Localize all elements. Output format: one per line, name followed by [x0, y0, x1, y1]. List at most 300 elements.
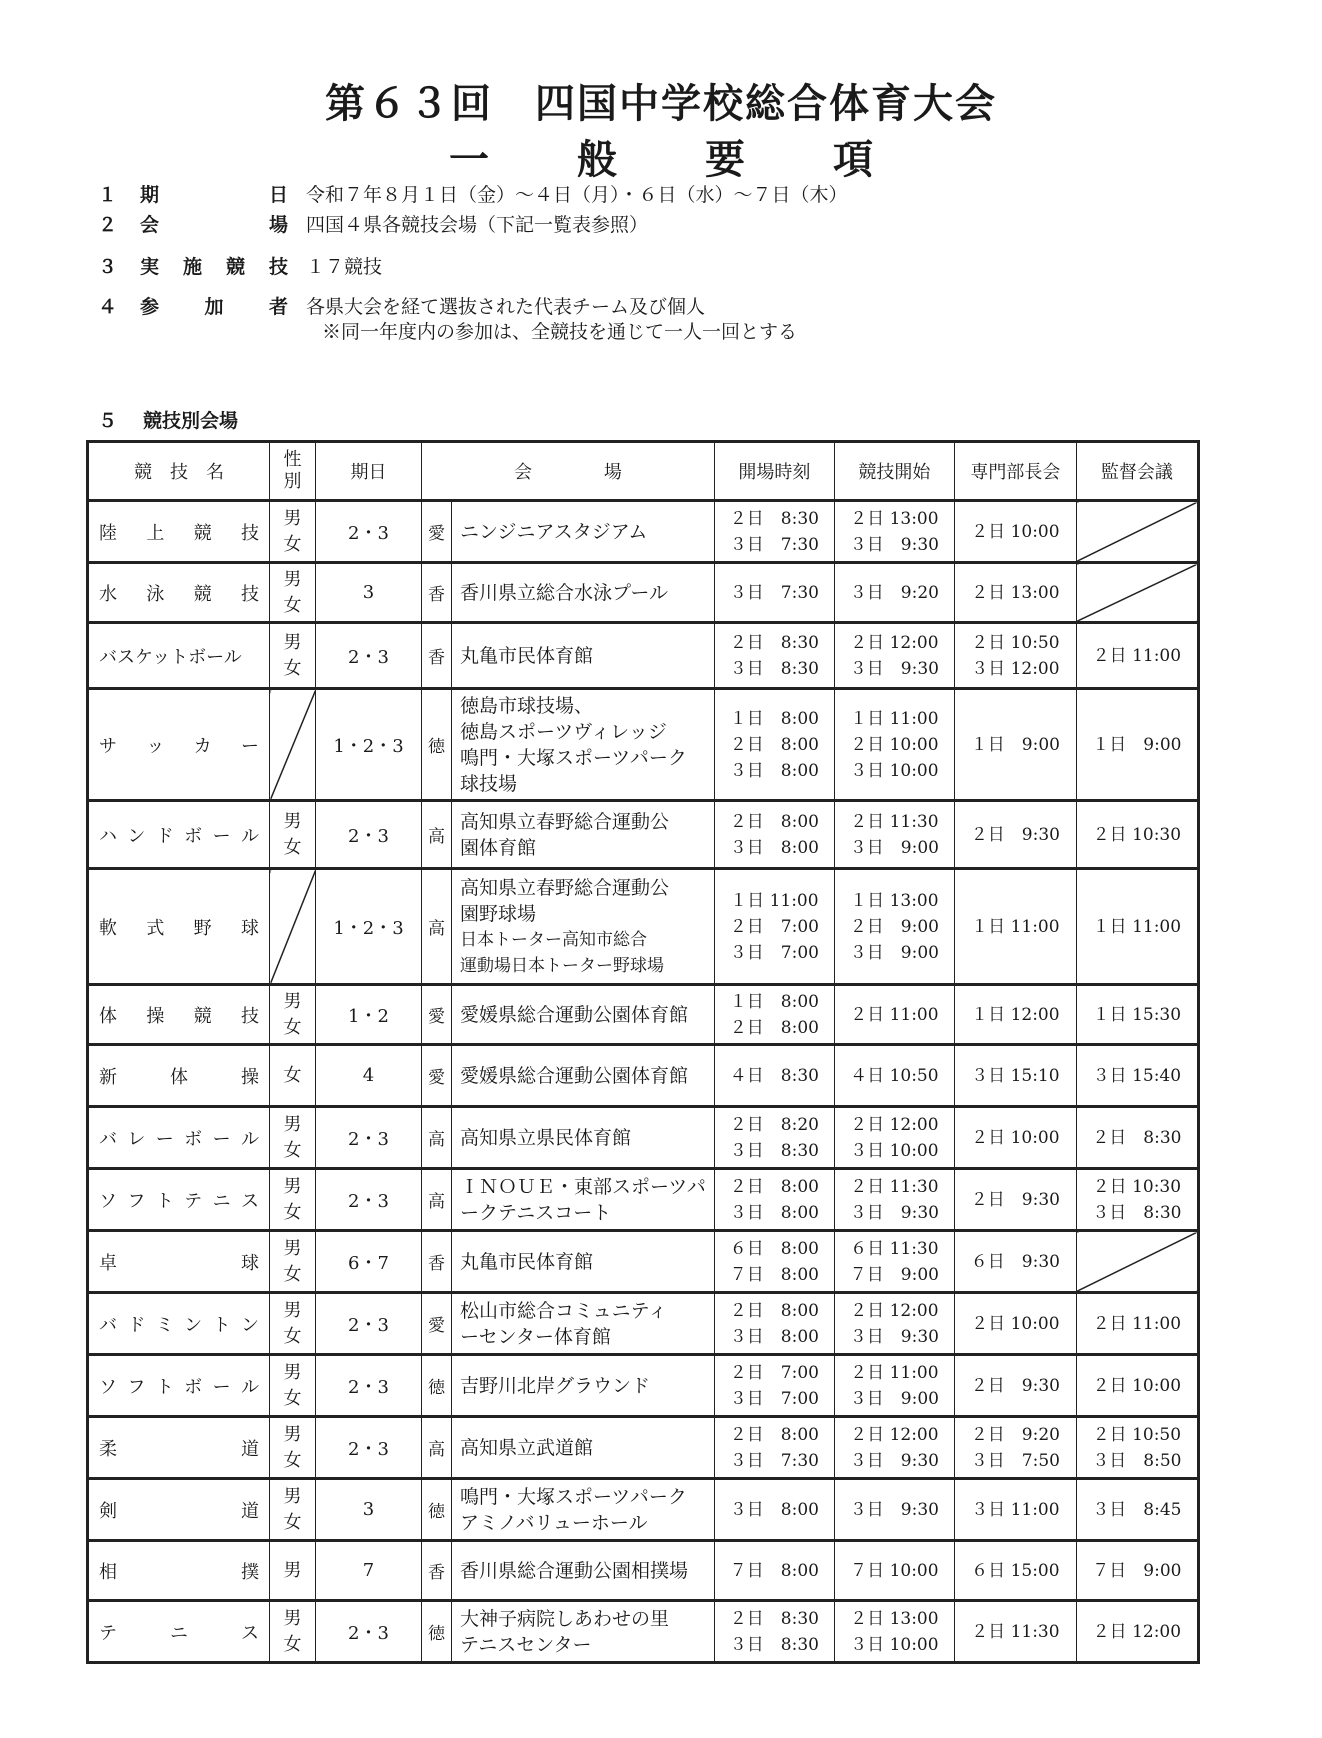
date-cell: 2・3	[316, 1601, 422, 1663]
sex-cell: 女	[270, 1045, 316, 1107]
start-time-cell: １日 13:00 ２日 9:00 ３日 9:00	[834, 869, 954, 985]
start-time-cell: ３日 9:20	[834, 563, 954, 623]
venue-cell	[452, 1355, 715, 1417]
info-label-char: 場	[268, 214, 288, 236]
table-row	[88, 689, 1199, 801]
start-time-cell: ２日 13:00 ３日 10:00	[834, 1601, 954, 1663]
start-time-cell: ２日 11:00 ３日 9:00	[834, 1355, 954, 1417]
sex-cell: 男	[270, 1541, 316, 1601]
sport-name-char: サ	[99, 735, 117, 757]
chief-meeting-cell: １日 12:00	[954, 985, 1076, 1045]
sport-name-char: レ	[127, 1128, 146, 1150]
sport-name-char: ー	[212, 1128, 231, 1150]
start-time-cell: ２日 11:00	[834, 985, 954, 1045]
sport-name-char: ル	[240, 1128, 259, 1150]
header-open-time: 開場時刻	[714, 442, 834, 501]
venue-name: 高知県立県民体育館	[460, 1126, 632, 1149]
sport-name-char: 陸	[99, 522, 117, 544]
sport-name-char: フ	[127, 1190, 146, 1212]
sport-name-char: ハ	[99, 825, 117, 847]
date-cell: 7	[316, 1541, 422, 1601]
venue-name: 大神子病院しあわせの里 テニスセンター	[460, 1607, 670, 1656]
coach-meeting-cell: ２日 12:00	[1076, 1601, 1198, 1663]
open-time-cell: ２日 8:00 ３日 8:00	[714, 801, 834, 869]
table-row	[88, 1045, 1199, 1107]
venue-name: ニンジニアスタジアム	[460, 520, 648, 543]
subtitle-char: 項	[833, 137, 873, 183]
sport-name	[88, 1541, 270, 1601]
info-label-char: 会	[140, 214, 160, 236]
coach-meeting-cell: １日 11:00	[1076, 869, 1198, 985]
sport-name	[88, 1601, 270, 1663]
open-time-cell: ７日 8:00	[714, 1541, 834, 1601]
table-row	[88, 623, 1199, 689]
header-date: 期日	[316, 442, 422, 501]
open-time-cell: １日 11:00 ２日 7:00 ３日 7:00	[714, 869, 834, 985]
table-row	[88, 1541, 1199, 1601]
sport-name	[88, 1045, 270, 1107]
date-cell: 2・3	[316, 623, 422, 689]
info-number: １	[98, 184, 118, 206]
date-cell: 2・3	[316, 1169, 422, 1231]
venue-cell	[452, 1541, 715, 1601]
sport-name-char: ー	[212, 825, 231, 847]
sport-name	[88, 563, 270, 623]
coach-meeting-cell: ２日 10:50 ３日 8:50	[1076, 1417, 1198, 1479]
date-cell: 2・3	[316, 1107, 422, 1169]
chief-meeting-cell: ２日 10:00	[954, 501, 1076, 563]
chief-meeting-cell: １日 9:00	[954, 689, 1076, 801]
coach-meeting-cell: １日 9:00	[1076, 689, 1198, 801]
open-time-cell: ３日 7:30	[714, 563, 834, 623]
open-time-cell: １日 8:00 ２日 8:00	[714, 985, 834, 1045]
info-label	[140, 292, 288, 319]
sport-name-char: フ	[127, 1376, 146, 1398]
coach-meeting-cell: ２日 10:00	[1076, 1355, 1198, 1417]
chief-meeting-cell: ２日 10:00	[954, 1107, 1076, 1169]
chief-meeting-cell: ３日 15:10	[954, 1045, 1076, 1107]
table-row	[88, 563, 1199, 623]
sport-name-char: 球	[241, 1252, 259, 1274]
start-time-cell: ７日 10:00	[834, 1541, 954, 1601]
prefecture-cell: 高	[422, 1169, 452, 1231]
date-cell: 2・3	[316, 1293, 422, 1355]
sport-name-char: 新	[99, 1066, 117, 1088]
info-label	[140, 252, 288, 279]
sport-name-char: ト	[155, 1376, 174, 1398]
coach-meeting-cell: ３日 15:40	[1076, 1045, 1198, 1107]
sport-name-char: ン	[127, 825, 146, 847]
sport-name	[88, 1479, 270, 1541]
info-value: 四国４県各競技会場（下記一覧表参照）	[306, 214, 649, 236]
date-cell: 2・3	[316, 801, 422, 869]
sport-name-char: ボ	[184, 825, 203, 847]
section-5-label: 競技別会場	[143, 410, 239, 432]
venue-name: 吉野川北岸グラウンド	[460, 1374, 651, 1397]
section-5-heading	[98, 406, 238, 433]
table-row	[88, 1169, 1199, 1231]
sport-name-char: 上	[146, 522, 165, 544]
info-label	[140, 210, 288, 237]
coach-meeting-cell: ７日 9:00	[1076, 1541, 1198, 1601]
sex-cell: 男 女	[270, 1293, 316, 1355]
table-row	[88, 1231, 1199, 1293]
venue-cell	[452, 985, 715, 1045]
sport-name	[88, 501, 270, 563]
sport-name-char: テ	[184, 1190, 203, 1212]
prefecture-cell: 高	[422, 1417, 452, 1479]
open-time-cell: ２日 8:00 ３日 7:30	[714, 1417, 834, 1479]
sport-name-char: 柔	[99, 1438, 117, 1460]
prefecture-cell: 徳	[422, 689, 452, 801]
info-label-char: 期	[140, 184, 160, 206]
venue-name: 愛媛県総合運動公園体育館	[460, 1003, 689, 1026]
venue-name: 香川県総合運動公園相撲場	[460, 1559, 689, 1582]
sport-name-char: 競	[193, 583, 212, 605]
sport-name	[88, 801, 270, 869]
info-number: ２	[98, 214, 118, 236]
chief-meeting-cell: ２日 10:50 ３日 12:00	[954, 623, 1076, 689]
info-row	[98, 292, 998, 316]
coach-meeting-cell: ２日 10:30 ３日 8:30	[1076, 1169, 1198, 1231]
sport-name-char: ー	[155, 1128, 174, 1150]
sport-name	[88, 1107, 270, 1169]
venue-cell	[452, 689, 715, 801]
sport-name-char: ド	[127, 1314, 146, 1336]
venue-name: 香川県立総合水泳プール	[460, 581, 669, 604]
table-header-row	[88, 442, 1199, 501]
venue-table	[86, 440, 1200, 1664]
prefecture-cell: 愛	[422, 985, 452, 1045]
chief-meeting-cell: ６日 9:30	[954, 1231, 1076, 1293]
subtitle-char: 般	[577, 137, 617, 183]
sex-cell: 男 女	[270, 801, 316, 869]
prefecture-cell: 香	[422, 1541, 452, 1601]
table-row	[88, 1293, 1199, 1355]
open-time-cell: ３日 8:00	[714, 1479, 834, 1541]
sport-name-char: カ	[193, 735, 212, 757]
start-time-cell: ２日 12:00 ３日 9:30	[834, 623, 954, 689]
chief-meeting-cell: ２日 9:30	[954, 1355, 1076, 1417]
sport-name-char: 道	[241, 1438, 259, 1460]
open-time-cell: ２日 8:20 ３日 8:30	[714, 1107, 834, 1169]
prefecture-cell: 愛	[422, 1045, 452, 1107]
venue-cell	[452, 1417, 715, 1479]
prefecture-cell: 高	[422, 1107, 452, 1169]
sport-name	[88, 1293, 270, 1355]
info-label-char: 者	[268, 296, 288, 318]
prefecture-cell: 愛	[422, 501, 452, 563]
info-label	[140, 180, 288, 207]
header-sex	[270, 442, 316, 501]
sport-name-char: ー	[240, 735, 259, 757]
sport-name-char: 式	[146, 917, 165, 939]
venue-name-secondary: 日本トーター高知市総合 運動場日本トーター野球場	[460, 929, 664, 976]
sex-cell: 男 女	[270, 501, 316, 563]
venue-name: 丸亀市民体育館	[460, 644, 594, 667]
open-time-cell: ４日 8:30	[714, 1045, 834, 1107]
info-label-char: 競	[225, 256, 245, 278]
sport-name-char: ソ	[99, 1376, 117, 1398]
venue-name: 松山市総合コミュニティ ーセンター体育館	[460, 1299, 668, 1348]
info-label-char: 実	[140, 256, 160, 278]
sport-name-char: ン	[240, 1314, 259, 1336]
date-cell: 2・3	[316, 1355, 422, 1417]
start-time-cell: ４日 10:50	[834, 1045, 954, 1107]
coach-meeting-cell	[1076, 563, 1198, 623]
sport-name-char: 技	[240, 583, 259, 605]
start-time-cell: ２日 12:00 ３日 9:30	[834, 1293, 954, 1355]
sport-name-char: 剣	[99, 1500, 117, 1522]
chief-meeting-cell: ２日 9:30	[954, 801, 1076, 869]
sport-name-char: バスケットボール	[99, 646, 242, 668]
sport-name-char: テ	[99, 1622, 117, 1644]
date-cell: 3	[316, 563, 422, 623]
page-title: 第６３回 四国中学校総合体育大会	[325, 81, 997, 127]
open-time-cell: ２日 8:30 ３日 8:30	[714, 623, 834, 689]
sport-name-char: 操	[146, 1005, 165, 1027]
header-sex-label: 性別	[283, 449, 302, 492]
date-cell: 4	[316, 1045, 422, 1107]
coach-meeting-cell: １日 15:30	[1076, 985, 1198, 1045]
venue-name: 愛媛県総合運動公園体育館	[460, 1064, 689, 1087]
start-time-cell: ２日 13:00 ３日 9:30	[834, 501, 954, 563]
sport-name-char: ル	[240, 1376, 259, 1398]
page-subtitle	[0, 128, 1322, 185]
sport-name-char: 卓	[99, 1252, 117, 1274]
coach-meeting-cell	[1076, 1231, 1198, 1293]
start-time-cell: ２日 11:30 ３日 9:30	[834, 1169, 954, 1231]
info-label-char: 施	[182, 256, 202, 278]
info-label-char: 加	[204, 296, 224, 318]
table-row	[88, 1107, 1199, 1169]
header-venue: 会 場	[422, 442, 715, 501]
sport-name-char: 操	[241, 1066, 259, 1088]
start-time-cell: ２日 12:00 ３日 10:00	[834, 1107, 954, 1169]
sex-cell	[270, 869, 316, 985]
date-cell: 1・2・3	[316, 869, 422, 985]
sport-name-char: ー	[212, 1376, 231, 1398]
venue-cell	[452, 1169, 715, 1231]
prefecture-cell: 高	[422, 869, 452, 985]
sport-name-char: ニ	[170, 1622, 188, 1644]
sex-cell: 男 女	[270, 1169, 316, 1231]
prefecture-cell: 高	[422, 801, 452, 869]
start-time-cell: ２日 12:00 ３日 9:30	[834, 1417, 954, 1479]
sport-name-char: 体	[99, 1005, 117, 1027]
sport-name-char: バ	[99, 1314, 117, 1336]
start-time-cell: １日 11:00 ２日 10:00 ３日 10:00	[834, 689, 954, 801]
info-value: 各県大会を経て選抜された代表チーム及び個人	[306, 296, 706, 318]
chief-meeting-cell: ３日 11:00	[954, 1479, 1076, 1541]
sport-name-char: ル	[240, 825, 259, 847]
prefecture-cell: 徳	[422, 1601, 452, 1663]
start-time-cell: ６日 11:30 ７日 9:00	[834, 1231, 954, 1293]
chief-meeting-cell: １日 11:00	[954, 869, 1076, 985]
sport-name	[88, 623, 270, 689]
start-time-cell: ３日 9:30	[834, 1479, 954, 1541]
prefecture-cell: 香	[422, 623, 452, 689]
coach-meeting-cell: ２日 10:30	[1076, 801, 1198, 869]
header-coach-meeting: 監督会議	[1076, 442, 1198, 501]
info-value: １７競技	[306, 256, 383, 278]
open-time-cell: ２日 8:00 ３日 8:00	[714, 1169, 834, 1231]
sport-name	[88, 985, 270, 1045]
sport-name	[88, 689, 270, 801]
coach-meeting-cell: ２日 11:00	[1076, 1293, 1198, 1355]
prefecture-cell: 香	[422, 563, 452, 623]
info-row	[98, 252, 998, 276]
participation-note: ※同一年度内の参加は、全競技を通じて一人一回とする	[322, 321, 798, 343]
chief-meeting-cell: ６日 15:00	[954, 1541, 1076, 1601]
table-row	[88, 1601, 1199, 1663]
venue-name: ＩＮＯＵＥ・東部スポーツパ ークテニスコート	[460, 1175, 706, 1224]
open-time-cell: ２日 8:30 ３日 8:30	[714, 1601, 834, 1663]
sport-name-char: 相	[99, 1561, 117, 1583]
table-row	[88, 869, 1199, 985]
sport-name-char: ッ	[146, 735, 165, 757]
info-label-char: 技	[268, 256, 288, 278]
chief-meeting-cell: ２日 9:30	[954, 1169, 1076, 1231]
sex-cell: 男 女	[270, 1601, 316, 1663]
sport-name-char: バ	[99, 1128, 117, 1150]
venue-cell	[452, 1231, 715, 1293]
venue-cell	[452, 869, 715, 985]
sex-cell: 男 女	[270, 985, 316, 1045]
date-cell: 1・2	[316, 985, 422, 1045]
venue-cell	[452, 1479, 715, 1541]
chief-meeting-cell: ２日 11:30	[954, 1601, 1076, 1663]
header-start-time: 競技開始	[834, 442, 954, 501]
open-time-cell: ２日 8:00 ３日 8:00	[714, 1293, 834, 1355]
venue-cell	[452, 563, 715, 623]
sport-name-char: ド	[155, 825, 174, 847]
open-time-cell: １日 8:00 ２日 8:00 ３日 8:00	[714, 689, 834, 801]
sport-name-char: 撲	[241, 1561, 259, 1583]
sport-name-char: ミ	[155, 1314, 174, 1336]
sport-name	[88, 1169, 270, 1231]
sport-name-char: ス	[241, 1622, 259, 1644]
venue-name: 丸亀市民体育館	[460, 1250, 594, 1273]
sex-cell: 男 女	[270, 1355, 316, 1417]
table-row	[88, 801, 1199, 869]
venue-name: 高知県立武道館	[460, 1436, 594, 1459]
sport-name-char: ト	[155, 1190, 174, 1212]
sport-name-char: 技	[240, 522, 259, 544]
sex-cell: 男 女	[270, 1479, 316, 1541]
date-cell: 1・2・3	[316, 689, 422, 801]
venue-cell	[452, 623, 715, 689]
open-time-cell: ６日 8:00 ７日 8:00	[714, 1231, 834, 1293]
info-label-char: 参	[140, 296, 160, 318]
info-row	[98, 210, 998, 234]
sport-name-char: ス	[240, 1190, 259, 1212]
sport-name-char: ニ	[212, 1190, 231, 1212]
table-row	[88, 1355, 1199, 1417]
coach-meeting-cell	[1076, 501, 1198, 563]
sport-name-char: 競	[193, 1005, 212, 1027]
table-row	[88, 1479, 1199, 1541]
sport-name-char: ソ	[99, 1190, 117, 1212]
venue-name: 高知県立春野総合運動公 園野球場	[460, 876, 670, 925]
subtitle-char: 要	[705, 137, 745, 183]
table-row	[88, 1417, 1199, 1479]
header-sport: 競 技 名	[88, 442, 270, 501]
venue-cell	[452, 1107, 715, 1169]
venue-name: 高知県立春野総合運動公 園体育館	[460, 810, 670, 859]
venue-name: 鳴門・大塚スポーツパーク アミノバリューホール	[460, 1485, 687, 1534]
prefecture-cell: 香	[422, 1231, 452, 1293]
sex-cell: 男 女	[270, 623, 316, 689]
sport-name-char: 泳	[146, 583, 165, 605]
chief-meeting-cell: ２日 13:00	[954, 563, 1076, 623]
date-cell: 2・3	[316, 1417, 422, 1479]
venue-cell	[452, 1045, 715, 1107]
sport-name-char: ト	[212, 1314, 231, 1336]
venue-cell	[452, 1293, 715, 1355]
sport-name-char: 体	[170, 1066, 188, 1088]
sport-name-char: ン	[184, 1314, 203, 1336]
date-cell: 2・3	[316, 501, 422, 563]
sport-name	[88, 1417, 270, 1479]
venue-name: 徳島市球技場、 徳島スポーツヴィレッジ 鳴門・大塚スポーツパーク 球技場	[460, 694, 687, 795]
sport-name-char: 軟	[99, 917, 117, 939]
info-label-char: 日	[268, 184, 288, 206]
coach-meeting-cell: ２日 8:30	[1076, 1107, 1198, 1169]
prefecture-cell: 愛	[422, 1293, 452, 1355]
info-value: 令和７年８月１日（金）～４日（月）・６日（水）～７日（木）	[306, 184, 848, 206]
sport-name-char: 競	[193, 522, 212, 544]
date-cell: 6・7	[316, 1231, 422, 1293]
table-row	[88, 985, 1199, 1045]
open-time-cell: ２日 7:00 ３日 7:00	[714, 1355, 834, 1417]
section-5-number: ５	[98, 410, 118, 432]
info-number: ３	[98, 256, 118, 278]
table-row	[88, 501, 1199, 563]
sport-name-char: ボ	[184, 1128, 203, 1150]
info-number: ４	[98, 296, 118, 318]
sport-name-char: 水	[99, 583, 117, 605]
start-time-cell: ２日 11:30 ３日 9:00	[834, 801, 954, 869]
sex-cell: 男 女	[270, 1107, 316, 1169]
sex-cell: 男 女	[270, 563, 316, 623]
coach-meeting-cell: ２日 11:00	[1076, 623, 1198, 689]
venue-cell	[452, 1601, 715, 1663]
prefecture-cell: 徳	[422, 1355, 452, 1417]
sport-name	[88, 869, 270, 985]
info-row	[98, 180, 998, 204]
sex-cell: 男 女	[270, 1417, 316, 1479]
sport-name-char: 野	[193, 917, 212, 939]
date-cell: 3	[316, 1479, 422, 1541]
sex-cell	[270, 689, 316, 801]
venue-cell	[452, 801, 715, 869]
sport-name-char: ボ	[184, 1376, 203, 1398]
sport-name-char: 技	[240, 1005, 259, 1027]
venue-cell	[452, 501, 715, 563]
coach-meeting-cell: ３日 8:45	[1076, 1479, 1198, 1541]
sex-cell: 男 女	[270, 1231, 316, 1293]
open-time-cell: ２日 8:30 ３日 7:30	[714, 501, 834, 563]
header-chief-meeting: 専門部長会	[954, 442, 1076, 501]
prefecture-cell: 徳	[422, 1479, 452, 1541]
sport-name-char: 球	[240, 917, 259, 939]
chief-meeting-cell: ２日 10:00	[954, 1293, 1076, 1355]
chief-meeting-cell: ２日 9:20 ３日 7:50	[954, 1417, 1076, 1479]
sport-name	[88, 1231, 270, 1293]
sport-name-char: 道	[241, 1500, 259, 1522]
subtitle-char: 一	[449, 137, 489, 183]
